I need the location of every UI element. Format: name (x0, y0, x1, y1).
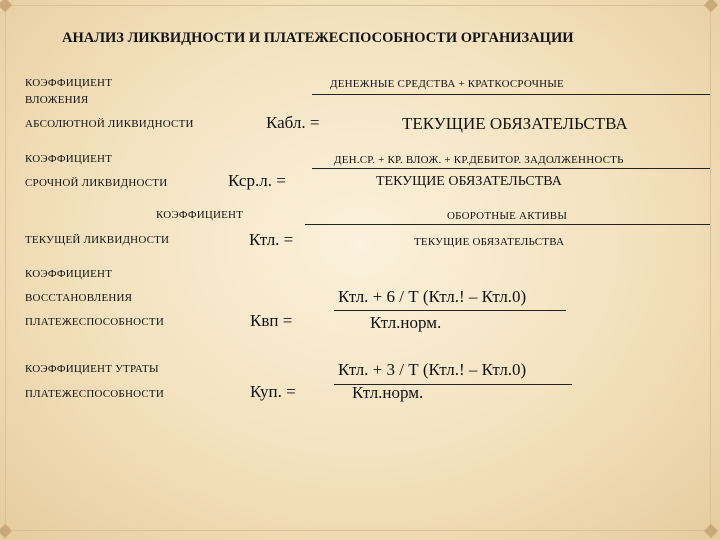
loss-label-line2: ПЛАТЕЖЕСПОСОБНОСТИ (25, 388, 164, 400)
current-symbol: Ктл. = (249, 230, 294, 249)
absolute-fraction-line (312, 94, 710, 95)
absolute-denominator: ТЕКУЩИЕ ОБЯЗАТЕЛЬСТВА (402, 114, 628, 133)
loss-symbol: Куп. = (250, 382, 296, 401)
absolute-label-line1: КОЭФФИЦИЕНТ (25, 77, 113, 89)
quick-denominator: ТЕКУЩИЕ ОБЯЗАТЕЛЬСТВА (376, 174, 562, 189)
restore-label-line3: ПЛАТЕЖЕСПОСОБНОСТИ (25, 316, 164, 328)
loss-label-line1: КОЭФФИЦИЕНТ УТРАТЫ (25, 363, 159, 375)
quick-label-line1: КОЭФФИЦИЕНТ (25, 153, 113, 165)
current-label-line1: КОЭФФИЦИЕНТ (156, 209, 244, 221)
loss-numerator: Ктл. + 3 / Т (Ктл.! – Ктл.0) (338, 360, 527, 379)
restore-label-line1: КОЭФФИЦИЕНТ (25, 268, 113, 280)
quick-numerator: ДЕН.СР. + КР. ВЛОЖ. + КР.ДЕБИТОР. ЗАДОЛЖЕННОСТЬ (334, 154, 624, 166)
absolute-numerator: ДЕНЕЖНЫЕ СРЕДСТВА + КРАТКОСРОЧНЫЕ (330, 78, 564, 90)
absolute-symbol: Кабл. = (266, 113, 320, 132)
restore-numerator: Ктл. + 6 / Т (Ктл.! – Ктл.0) (338, 287, 527, 306)
restore-label-line2: ВОССТАНОВЛЕНИЯ (25, 292, 133, 304)
restore-symbol: Квп = (250, 311, 293, 330)
absolute-label-line3: АБСОЛЮТНОЙ ЛИКВИДНОСТИ (25, 118, 194, 130)
current-numerator: ОБОРОТНЫЕ АКТИВЫ (447, 210, 568, 222)
quick-label-line2: СРОЧНОЙ ЛИКВИДНОСТИ (25, 177, 168, 189)
absolute-label-line2: ВЛОЖЕНИЯ (25, 94, 89, 106)
page-title: АНАЛИЗ ЛИКВИДНОСТИ И ПЛАТЕЖЕСПОСОБНОСТИ ОРГАНИЗАЦИИ (62, 30, 574, 46)
current-denominator: ТЕКУЩИЕ ОБЯЗАТЕЛЬСТВА (414, 236, 565, 248)
restore-denominator: Ктл.норм. (370, 313, 442, 332)
quick-symbol: Кср.л. = (228, 171, 286, 190)
quick-fraction-line (312, 168, 710, 169)
loss-denominator: Ктл.норм. (352, 383, 424, 402)
current-fraction-line (305, 224, 710, 225)
current-label-line2: ТЕКУЩЕЙ ЛИКВИДНОСТИ (25, 234, 170, 246)
restore-fraction-line (334, 310, 566, 311)
